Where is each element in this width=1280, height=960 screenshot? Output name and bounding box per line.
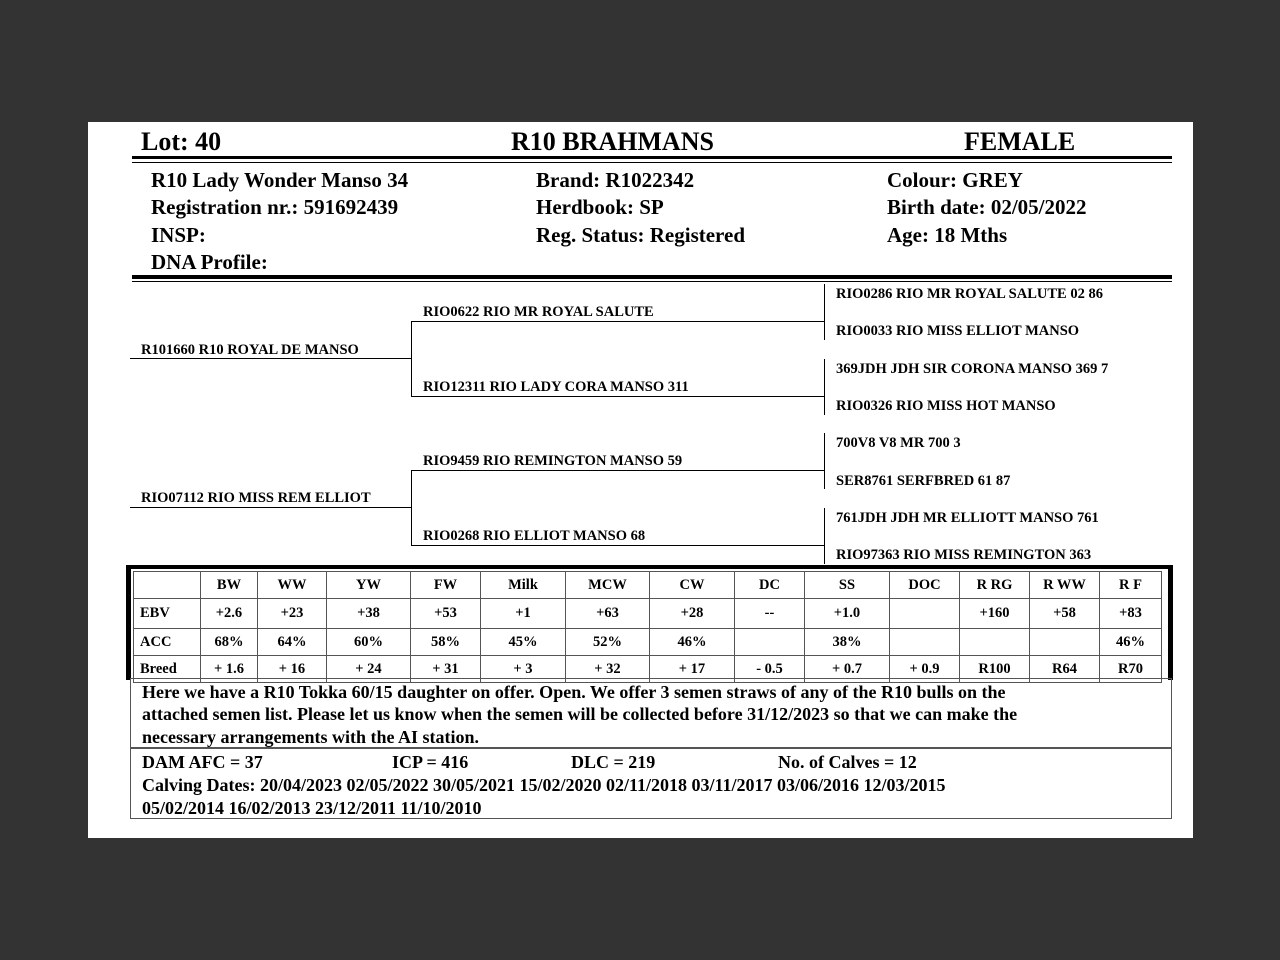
table-cell: +160 (960, 599, 1030, 629)
sex-label: FEMALE (964, 127, 1076, 156)
pedigree-sire: R101660 R10 ROYAL DE MANSO (141, 342, 359, 358)
table-cell: R64 (1030, 656, 1100, 683)
icp: ICP = 416 (392, 752, 469, 772)
comments-box (130, 678, 1172, 748)
table-cell: +28 (650, 599, 735, 629)
table-header: DOC (890, 572, 960, 599)
herdbook: Herdbook: SP (536, 195, 664, 219)
table-cell: 46% (650, 629, 735, 656)
table-cell (960, 629, 1030, 656)
calving-dates-line-1: Calving Dates: 20/04/2023 02/05/2022 30/05/2021 15/02/2020 02/11/2018 03/11/2017 03/06/2016 12/03/2015 (142, 775, 946, 795)
table-header: SS (805, 572, 890, 599)
dna-profile-label: DNA Profile: (151, 250, 268, 274)
table-cell (1030, 629, 1100, 656)
header-rule-thin (132, 162, 1172, 163)
table-cell: 46% (1100, 629, 1162, 656)
table-header: R RG (960, 572, 1030, 599)
comment-line-3: necessary arrangements with the AI station. (142, 727, 479, 747)
comment-line-1: Here we have a R10 Tokka 60/15 daughter on offer. Open. We offer 3 semen straws of any of the R10 bulls on the (142, 682, 1006, 702)
table-cell: - 0.5 (735, 656, 805, 683)
table-cell: 58% (411, 629, 481, 656)
table-cell: +2.6 (201, 599, 258, 629)
calving-dates-line-2: 05/02/2014 16/02/2013 23/12/2011 11/10/2010 (142, 798, 482, 818)
table-cell: + 0.7 (805, 656, 890, 683)
pedigree-sire-dam: RIO12311 RIO LADY CORA MANSO 311 (423, 379, 689, 395)
table-cell: ACC (134, 629, 201, 656)
table-header: R WW (1030, 572, 1100, 599)
insp-label: INSP: (151, 223, 206, 247)
pedigree-line (130, 358, 411, 359)
pedigree-line (411, 396, 824, 397)
table-cell: 60% (327, 629, 411, 656)
lot-number: Lot: 40 (141, 127, 222, 156)
ebv-row (134, 599, 1162, 629)
pedigree-g3-2: RIO0033 RIO MISS ELLIOT MANSO (836, 323, 1080, 339)
pedigree-line (411, 321, 412, 396)
table-cell: 38% (805, 629, 890, 656)
pedigree-line (824, 433, 825, 489)
ebv-table (133, 571, 1162, 683)
table-frame-right (1168, 565, 1173, 680)
pedigree-line (411, 470, 412, 545)
breeder-name: R10 BRAHMANS (511, 127, 714, 156)
table-header: YW (327, 572, 411, 599)
table-header (134, 572, 201, 599)
pedigree-g3-1: RIO0286 RIO MR ROYAL SALUTE 02 86 (836, 286, 1103, 302)
table-header: R F (1100, 572, 1162, 599)
pedigree-dam-sire: RIO9459 RIO REMINGTON MANSO 59 (423, 453, 683, 469)
number-of-calves: No. of Calves = 12 (778, 752, 917, 772)
table-cell: +83 (1100, 599, 1162, 629)
table-cell: +53 (411, 599, 481, 629)
pedigree-line (824, 508, 825, 564)
age: Age: 18 Mths (887, 223, 1008, 247)
table-cell: + 31 (411, 656, 481, 683)
acc-row (134, 629, 1162, 656)
table-cell: +38 (327, 599, 411, 629)
table-cell: +23 (258, 599, 327, 629)
pedigree-line (824, 359, 825, 415)
table-cell: 52% (566, 629, 650, 656)
table-cell: +58 (1030, 599, 1100, 629)
pedigree-g3-8: RIO97363 RIO MISS REMINGTON 363 (836, 547, 1092, 563)
pedigree-g3-6: SER8761 SERFBRED 61 87 (836, 473, 1011, 489)
reg-status: Reg. Status: Registered (536, 223, 745, 247)
table-cell: + 16 (258, 656, 327, 683)
table-cell: 64% (258, 629, 327, 656)
table-cell: +1.0 (805, 599, 890, 629)
pedigree-dam: RIO07112 RIO MISS REM ELLIOT (141, 490, 371, 506)
table-cell: Breed (134, 656, 201, 683)
pedigree-sire-sire: RIO0622 RIO MR ROYAL SALUTE (423, 304, 654, 320)
birth-date: Birth date: 02/05/2022 (887, 195, 1087, 219)
pedigree-g3-4: RIO0326 RIO MISS HOT MANSO (836, 398, 1056, 414)
table-header: WW (258, 572, 327, 599)
pedigree-dam-dam: RIO0268 RIO ELLIOT MANSO 68 (423, 528, 646, 544)
pedigree-line (411, 321, 824, 322)
info-rule-thin (132, 281, 1172, 282)
table-header: BW (201, 572, 258, 599)
table-cell (735, 629, 805, 656)
animal-name: R10 Lady Wonder Manso 34 (151, 168, 409, 192)
lot-card (88, 122, 1193, 838)
table-frame-top (126, 565, 1173, 569)
dlc: DLC = 219 (571, 752, 656, 772)
pedigree-g3-3: 369JDH JDH SIR CORONA MANSO 369 7 (836, 361, 1109, 377)
dam-afc: DAM AFC = 37 (142, 752, 263, 772)
pedigree-g3-7: 761JDH JDH MR ELLIOTT MANSO 761 (836, 510, 1099, 526)
table-header: MCW (566, 572, 650, 599)
comment-line-2: attached semen list. Please let us know when the semen will be collected before 31/12/2023 so that we can make the (142, 704, 1018, 724)
registration-number: Registration nr.: 591692439 (151, 195, 399, 219)
table-cell: +1 (481, 599, 566, 629)
pedigree-line (130, 507, 411, 508)
table-cell (890, 599, 960, 629)
table-header: FW (411, 572, 481, 599)
pedigree-line (411, 545, 824, 546)
table-header: CW (650, 572, 735, 599)
table-header: DC (735, 572, 805, 599)
table-frame-left (126, 565, 131, 680)
table-cell: R70 (1100, 656, 1162, 683)
table-cell: 45% (481, 629, 566, 656)
table-cell: EBV (134, 599, 201, 629)
colour: Colour: GREY (887, 168, 1023, 192)
brand: Brand: R1022342 (536, 168, 695, 192)
table-cell: -- (735, 599, 805, 629)
table-cell: 68% (201, 629, 258, 656)
table-cell (890, 629, 960, 656)
table-cell: + 1.6 (201, 656, 258, 683)
dam-stats-box (130, 748, 1172, 819)
table-cell: R100 (960, 656, 1030, 683)
table-cell: + 32 (566, 656, 650, 683)
pedigree-line (411, 470, 824, 471)
table-cell: +63 (566, 599, 650, 629)
table-cell: + 3 (481, 656, 566, 683)
table-header: Milk (481, 572, 566, 599)
pedigree-g3-5: 700V8 V8 MR 700 3 (836, 435, 961, 451)
ebv-header-row (134, 572, 1162, 599)
pedigree-line (824, 284, 825, 340)
table-cell: + 0.9 (890, 656, 960, 683)
header-rule-thick (132, 156, 1172, 159)
info-rule-thick (132, 275, 1172, 279)
table-cell: + 24 (327, 656, 411, 683)
table-cell: + 17 (650, 656, 735, 683)
